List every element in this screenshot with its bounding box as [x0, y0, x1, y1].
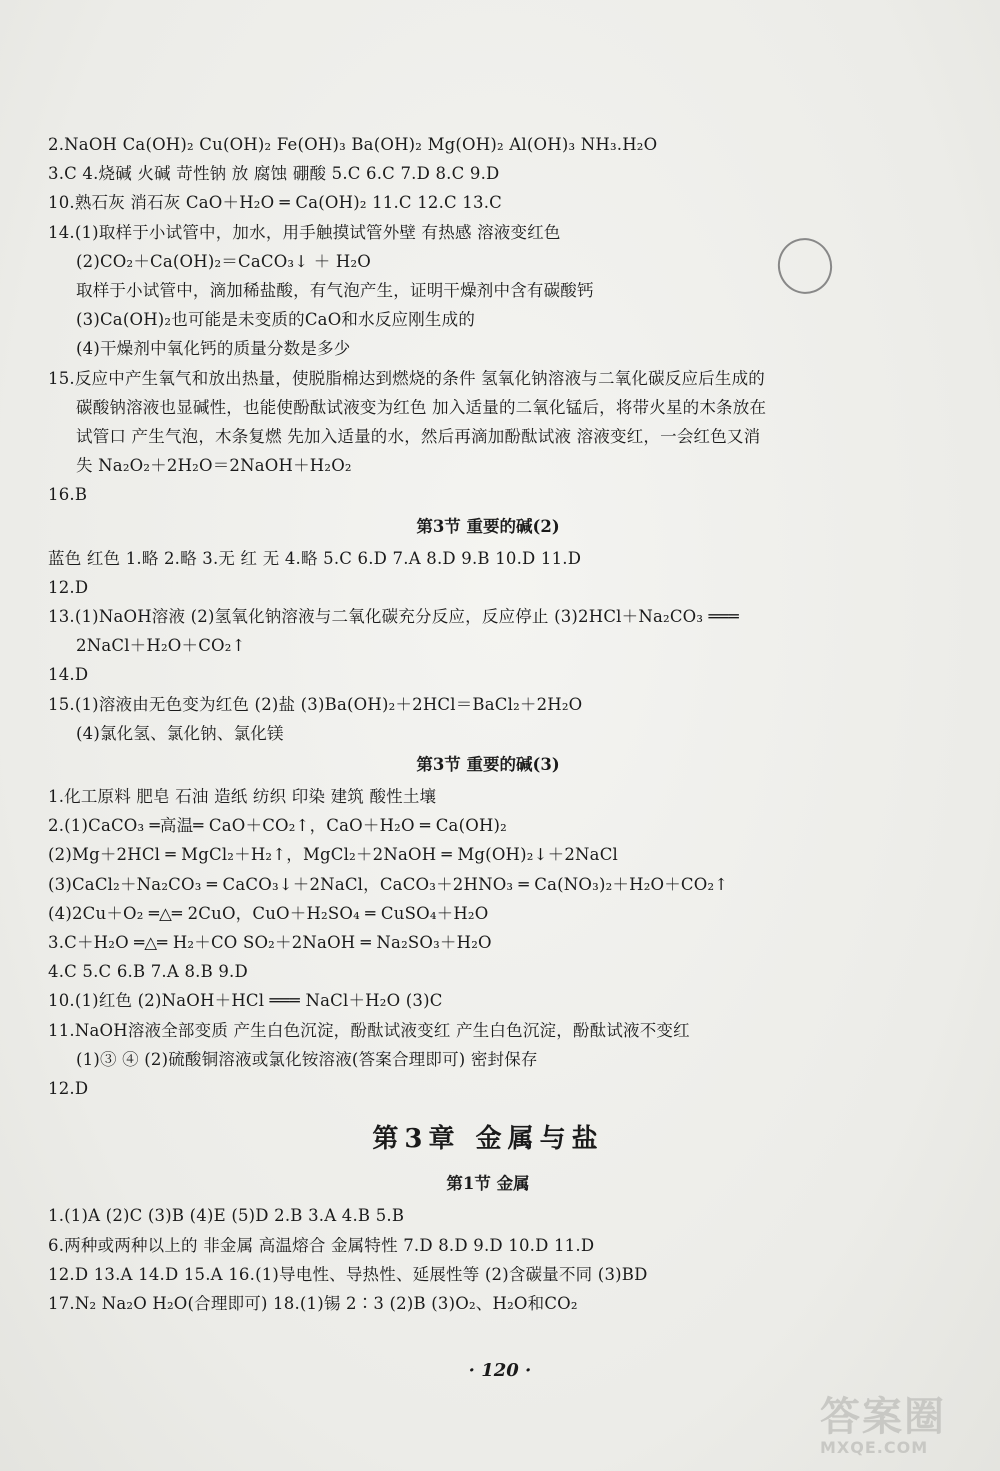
answer-line: 2.(1)CaCO₃ ═高温═ CaO＋CO₂↑，CaO＋H₂O ═ Ca(OH)₂	[48, 816, 507, 836]
answers-top-block	[48, 130, 928, 510]
answer-line: (4)2Cu＋O₂ ═△═ 2CuO，CuO＋H₂SO₄ ═ CuSO₄＋H₂O	[48, 903, 489, 923]
watermark-logo	[820, 1395, 990, 1465]
answer-line: 4.C 5.C 6.B 7.A 8.B 9.D	[48, 962, 248, 982]
answer-line: (4)干燥剂中氧化钙的质量分数是多少	[76, 339, 351, 359]
answers-section-2	[48, 544, 928, 748]
answer-line: 取样于小试管中，滴加稀盐酸，有气泡产生，证明干燥剂中含有碳酸钙	[76, 281, 594, 301]
answer-line: (3)Ca(OH)₂也可能是未变质的CaO和水反应刚生成的	[76, 310, 476, 330]
answer-line: 10.(1)红色 (2)NaOH＋HCl ═══ NaCl＋H₂O (3)C	[48, 991, 443, 1011]
answer-line: 11.NaOH溶液全部变质 产生白色沉淀，酚酞试液变红 产生白色沉淀，酚酞试液不变红	[48, 1020, 690, 1040]
answer-line: 2NaCl＋H₂O＋CO₂↑	[76, 636, 246, 656]
answer-line: 17.N₂ Na₂O H₂O(合理即可) 18.(1)锡 2∶3 (2)B (3)O₂、H₂O和CO₂	[48, 1293, 578, 1313]
answer-line: 12.D 13.A 14.D 15.A 16.(1)导电性、导热性、延展性等 (2)含碳量不同 (3)BD	[48, 1264, 648, 1284]
answer-line: 试管口 产生气泡，木条复燃 先加入适量的水，然后再滴加酚酞试液 溶液变红，一会红色又消	[76, 427, 761, 447]
answer-line: 15.反应中产生氧气和放出热量，使脱脂棉达到燃烧的条件 氢氧化钠溶液与二氧化碳反应后生成的	[48, 368, 765, 388]
answer-line: 16.B	[48, 485, 88, 505]
answer-line: 15.(1)溶液由无色变为红色 (2)盐 (3)Ba(OH)₂＋2HCl＝BaCl₂＋2H₂O	[48, 694, 583, 714]
answer-line: 6.两种或两种以上的 非金属 高温熔合 金属特性 7.D 8.D 9.D 10.D 11.D	[48, 1235, 595, 1255]
answer-line: 失 Na₂O₂＋2H₂O＝2NaOH＋H₂O₂	[76, 456, 352, 476]
answers-section-3	[48, 782, 928, 1103]
answer-line: (2)Mg＋2HCl ═ MgCl₂＋H₂↑，MgCl₂＋2NaOH ═ Mg(OH)₂↓＋2NaCl	[48, 845, 618, 865]
answer-line: (2)CO₂＋Ca(OH)₂＝CaCO₃↓ ＋ H₂O	[76, 251, 371, 271]
watermark-text: 答案圈	[820, 1394, 946, 1440]
answer-line: 蓝色 红色 1.略 2.略 3.无 红 无 4.略 5.C 6.D 7.A 8.D 9.B 10.D 11.D	[48, 548, 582, 568]
answer-line: (4)氯化氢、氯化钠、氯化镁	[76, 723, 284, 743]
answer-line: 1.化工原料 肥皂 石油 造纸 纺织 印染 建筑 酸性土壤	[48, 787, 437, 807]
answer-line: 3.C＋H₂O ═△═ H₂＋CO SO₂＋2NaOH ═ Na₂SO₃＋H₂O	[48, 933, 492, 953]
section-title: 第1节 金属	[446, 1174, 530, 1194]
answer-line: 3.C 4.烧碱 火碱 苛性钠 放 腐蚀 硼酸 5.C 6.C 7.D 8.C 9.D	[48, 164, 500, 184]
section-title: 第3节 重要的碱(3)	[416, 755, 560, 775]
answer-line: (1)③ ④ (2)硫酸铜溶液或氯化铵溶液(答案合理即可) 密封保存	[76, 1049, 538, 1069]
page-number: · 120 ·	[468, 1360, 532, 1381]
answers-section-4	[48, 1201, 928, 1318]
answer-line: 14.(1)取样于小试管中，加水，用手触摸试管外壁 有热感 溶液变红色	[48, 222, 561, 242]
answer-line: 12.D	[48, 577, 89, 597]
answer-line: 2.NaOH Ca(OH)₂ Cu(OH)₂ Fe(OH)₃ Ba(OH)₂ Mg(OH)₂ Al(OH)₃ NH₃.H₂O	[48, 135, 658, 154]
answer-line: 14.D	[48, 665, 89, 685]
watermark-url: MXQE.COM	[820, 1438, 929, 1457]
answer-content	[48, 130, 928, 1318]
answer-line: (3)CaCl₂＋Na₂CO₃ ═ CaCO₃↓＋2NaCl，CaCO₃＋2HNO₃ ═ Ca(NO₃)₂＋H₂O＋CO₂↑	[48, 874, 729, 894]
answer-line: 1.(1)A (2)C (3)B (4)E (5)D 2.B 3.A 4.B 5.B	[48, 1206, 405, 1226]
answer-line: 10.熟石灰 消石灰 CaO＋H₂O ═ Ca(OH)₂ 11.C 12.C 13.C	[48, 193, 502, 213]
answer-line: 12.D	[48, 1079, 89, 1099]
answer-line: 13.(1)NaOH溶液 (2)氢氧化钠溶液与二氧化碳充分反应，反应停止 (3)2HCl＋Na₂CO₃ ═══	[48, 607, 740, 627]
section-title: 第3节 重要的碱(2)	[416, 516, 560, 536]
answer-line: 碳酸钠溶液也显碱性，也能使酚酞试液变为红色 加入适量的二氧化锰后，将带火星的木条放在	[76, 397, 767, 417]
chapter-title: 第3章 金属与盐	[372, 1124, 604, 1155]
